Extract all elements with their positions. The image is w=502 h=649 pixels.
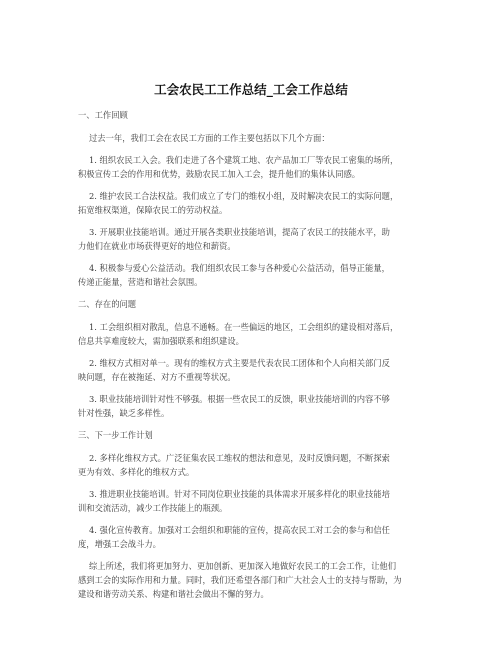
paragraph-plan-3: 3. 推进职业技能培训。针对不同岗位职业技能的具体需求开展多样化的职业技能培 训和交流活动，减少工作技能上的瓶颈。 xyxy=(78,489,390,513)
document-title: 工会农民工工作总结_工会工作总结 xyxy=(154,82,348,97)
paragraph-review-4: 4. 积极参与爱心公益活动。我们组织农民工参与各种爱心公益活动，倡导正能量， 传递正能量，营造和谐社会氛围。 xyxy=(78,263,390,287)
paragraph-plan-2: 2. 多样化维权方式。广泛征集农民工维权的想法和意见，及时反馈问题，不断探索 更为有效、多样化的维权方式。 xyxy=(78,453,390,477)
paragraph-problem-1: 1. 工会组织相对散乱，信息不通畅。在一些偏远的地区，工会组织的建设相对落后， 信息共享难度较大，需加强联系和组织建设。 xyxy=(78,322,399,346)
paragraph-review-2: 2. 维护农民工合法权益。我们成立了专门的维权小组，及时解决农民工的实际问题， 拓宽维权渠道，保障农民工的劳动权益。 xyxy=(78,191,399,215)
paragraph-review-1: 1. 组织农民工入会。我们走进了各个建筑工地、农产品加工厂等农民工密集的场所， 积极宣传工会的作用和优势，鼓励农民工加入工会，提升他们的集体认同感。 xyxy=(78,155,399,179)
document-body xyxy=(78,108,428,609)
paragraph-intro: 过去一年，我们工会在农民工方面的工作主要包括以下几个方面： xyxy=(89,133,330,143)
paragraph-plan-4: 4. 强化宣传教育。加强对工会组织和职能的宣传，提高农民工对工会的参与和信任 度，增强工会战斗力。 xyxy=(78,525,390,549)
paragraph-problem-3: 3. 职业技能培训针对性不够强。根据一些农民工的反馈，职业技能培训的内容不够 针对性强，缺乏多样性。 xyxy=(78,394,390,418)
paragraph-problem-2: 2. 维权方式相对单一。现有的维权方式主要是代表农民工团体和个人向相关部门反 映问题，存在被拖延、对方不重视等状况。 xyxy=(78,358,390,382)
section-heading-plan: 三、下一步工作计划 xyxy=(78,430,153,440)
section-heading-review: 一、工作回顾 xyxy=(78,110,128,120)
paragraph-review-3: 3. 开展职业技能培训。通过开展各类职业技能培训，提高了农民工的技能水平，助 力他们在就业市场获得更好的地位和薪资。 xyxy=(78,227,390,251)
section-heading-problems: 二、存在的问题 xyxy=(78,299,137,309)
paragraph-conclusion: 综上所述，我们将更加努力、更加创新、更加深入地做好农民工的工会工作，让他们 感到工会的实际作用和力量。同时，我们还希望各部门和广大社会人士的支持与帮助，为 建设和谐劳动关系、构建和谐社会做出不懈的努力。 xyxy=(78,561,402,599)
